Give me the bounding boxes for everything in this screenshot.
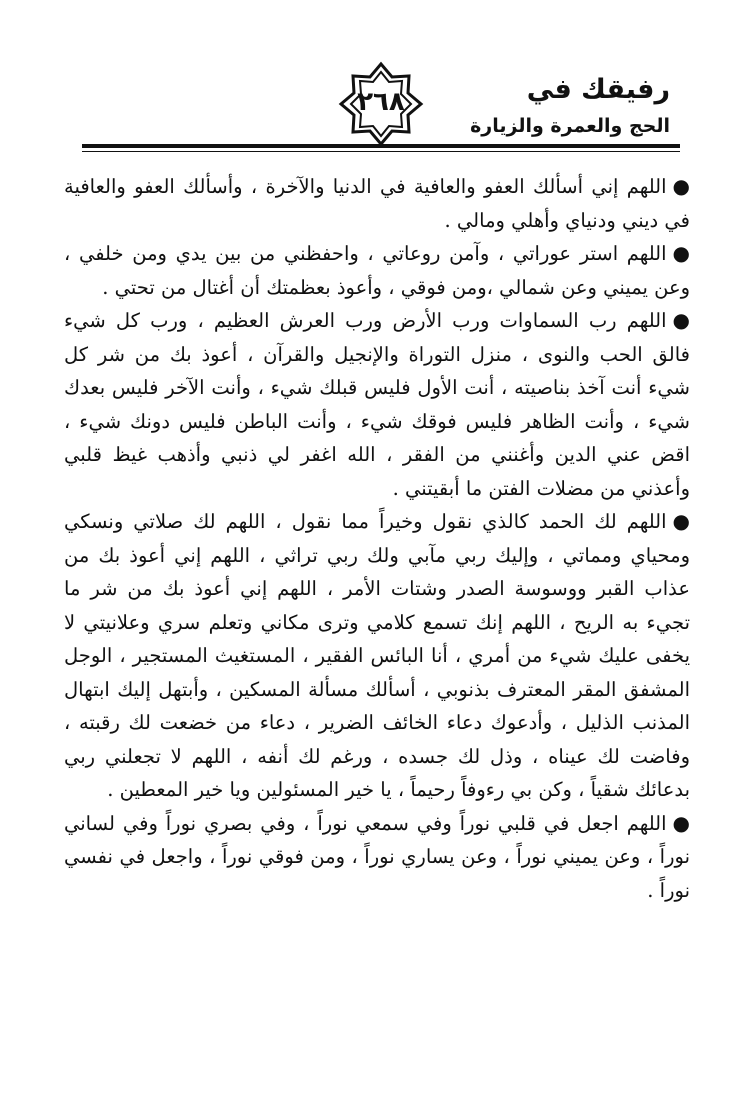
page-number: ٢٦٨ [357,87,405,117]
header-rule-thin [82,151,680,152]
book-title-line2: الحج والعمرة والزيارة [470,115,670,137]
prayer-paragraph [64,807,690,908]
paragraph-text: اللهم استر عوراتي ، وآمن روعاتي ، واحفظني من بين يدي ومن خلفي ، وعن يميني وعن شمالي ،ومن فوقي ، وأعوذ بعظمتك أن أغتال من تحتي . [64,242,690,299]
header-rule-thick [82,144,680,148]
paragraph-text: اللهم لك الحمد كالذي نقول وخيراً مما نقول ، اللهم لك صلاتي ونسكي ومحياي ومماتي ، وإليك ربي مآبي ولك ربي تراثي ، اللهم إني أعوذ بك من عذاب القبر ووسوسة الصدر وشتات الأمر ، اللهم إني أعوذ بك من شر ما تجيء به الريح ، اللهم إنك تسمع كلامي وترى مكاني وتعلم سري وعلانيتي لا يخفى عليك شيء من أمري ، أنا البائس الفقير ، المستغيث المستجير ، الوجل المشفق المقر المعترف بذنوبي ، أسألك مسألة المسكين ، وأبتهل إليك ابتهال المذنب الذليل ، وأدعوك دعاء الخائف الضرير ، دعاء من خضعت لك رقبته ، وفاضت لك عيناه ، وذل لك جسده ، ورغم لك أنفه ، اللهم لا تجعلني ربي بدعائك شقياً ، وكن بي رءوفاً رحيماً ، يا خير المسئولين ويا خير المعطين . [64,510,690,801]
prayer-paragraph [64,304,690,505]
page-number-badge [337,60,425,148]
bullet-icon: ● [672,174,690,198]
prayer-paragraph [64,505,690,807]
bullet-icon: ● [672,810,690,835]
prayer-paragraph [64,237,690,304]
bullet-icon: ● [672,308,690,332]
page-header [82,60,680,156]
book-title-line1: رفيقك في [526,74,670,105]
prayer-text-body [64,170,690,907]
bullet-icon: ● [672,509,690,533]
paragraph-text: اللهم إني أسألك العفو والعافية في الدنيا والآخرة ، وأسألك العفو والعافية في ديني ودنياي وأهلي ومالي . [64,175,690,232]
prayer-paragraph [64,170,690,237]
bullet-icon: ● [672,241,690,265]
paragraph-text: اللهم رب السماوات ورب الأرض ورب العرش العظيم ، ورب كل شيء فالق الحب والنوى ، منزل التوراة والإنجيل والقرآن ، أعوذ بك من شر كل شيء أنت آخذ بناصيته ، أنت الأول فليس قبلك شيء ، وأنت الآخر فليس بعدك شيء ، وأنت الظاهر فليس فوقك شيء ، وأنت الباطن فليس دونك شيء ، اقض عني الدين وأغنني من الفقر ، الله اغفر لي ذنبي وأذهب غيظ قلبي وأعذني من مضلات الفتن ما أبقيتني . [64,309,690,500]
paragraph-text: اللهم اجعل في قلبي نوراً وفي سمعي نوراً ، وفي بصري نوراً وفي لساني نوراً ، وعن يميني نوراً ، وعن يساري نوراً ، ومن فوقي نوراً ، واجعل في نفسي نوراً . [64,811,690,902]
